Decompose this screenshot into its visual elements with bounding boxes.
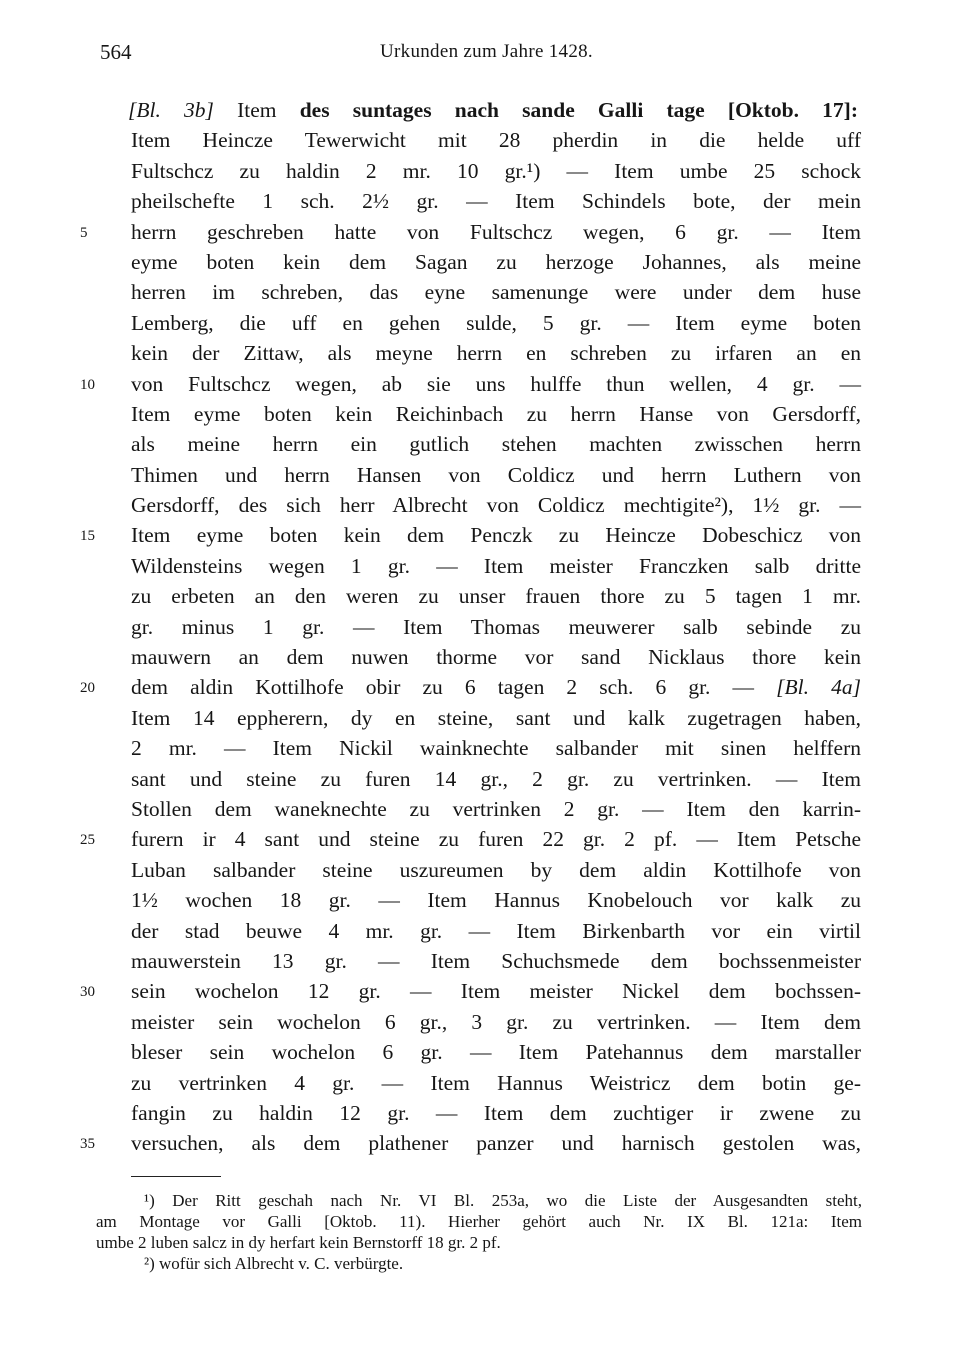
text-line xyxy=(0,1098,960,1128)
text-line xyxy=(0,369,960,399)
footnote-divider xyxy=(131,1176,221,1177)
line-text: versuchen, als dem plathener panzer und harnisch gestolen was, xyxy=(131,1131,861,1156)
line-text: gr. minus 1 gr. — Item Thomas meuwerer salb sebinde zu xyxy=(131,614,861,639)
line-text: fangin zu haldin 12 gr. — Item dem zuchtiger ir zwene zu xyxy=(131,1100,861,1125)
text-line xyxy=(0,399,960,429)
text-line xyxy=(0,429,960,459)
text-line xyxy=(0,1128,960,1158)
line-number: 35 xyxy=(80,1136,95,1153)
line-text: 2 mr. — Item Nickil wainknechte salbander mit sinen helffern xyxy=(131,736,861,761)
text-line xyxy=(0,1007,960,1037)
text-line xyxy=(0,733,960,763)
footnote-line: ¹) Der Ritt geschah nach Nr. VI Bl. 253a, wo die Liste der Ausgesandten steht, xyxy=(144,1191,862,1210)
text-line xyxy=(0,885,960,915)
text-line xyxy=(0,277,960,307)
line-text: dem aldin Kottilhofe obir zu 6 tagen 2 sch. 6 gr. — [Bl. 4a] xyxy=(131,675,861,700)
line-text: Wildensteins wegen 1 gr. — Item meister Franczken salb dritte xyxy=(131,553,861,578)
line-text: herrn geschreben hatte von Fultschcz wegen, 6 gr. — Item xyxy=(131,219,861,244)
folio-reference: [Bl. 4a] xyxy=(754,675,861,700)
line-number: 5 xyxy=(80,224,88,241)
text-line xyxy=(0,520,960,550)
line-text: von Fultschcz wegen, ab sie uns hulffe thun wellen, 4 gr. — xyxy=(131,371,861,396)
text-line xyxy=(0,490,960,520)
text-line xyxy=(0,976,960,1006)
text-line xyxy=(0,581,960,611)
section-heading: des suntages nach sande Galli tage [Oktob. 17]: xyxy=(299,98,858,122)
line-text xyxy=(128,95,858,125)
line-text: 1½ wochen 18 gr. — Item Hannus Knobelouch vor kalk zu xyxy=(131,888,861,913)
text-line xyxy=(0,1068,960,1098)
line-text: zu erbeten an den weren zu unser frauen thore zu 5 tagen 1 mr. xyxy=(131,584,861,609)
line-text: sant und steine zu furen 14 gr., 2 gr. zu vertrinken. — Item xyxy=(131,766,861,791)
line-text: Stollen dem waneknechte zu vertrinken 2 gr. — Item den karrin- xyxy=(131,796,861,821)
text-line xyxy=(0,95,960,125)
page-number: 564 xyxy=(100,40,132,64)
text-line xyxy=(0,672,960,702)
running-title: Urkunden zum Jahre 1428. xyxy=(380,41,593,62)
text-line xyxy=(0,855,960,885)
line-text: zu vertrinken 4 gr. — Item Hannus Weistricz dem botin ge- xyxy=(131,1070,861,1095)
text-line xyxy=(0,612,960,642)
line-text: furern ir 4 sant und steine zu furen 22 gr. 2 pf. — Item Petsche xyxy=(131,827,861,852)
footnote-line: umbe 2 luben salcz in dy herfart kein Bernstorff 18 gr. 2 pf. xyxy=(96,1233,501,1252)
line-text: Item eyme boten kein Reichinbach zu herrn Hanse von Gersdorff, xyxy=(131,401,861,426)
text-line xyxy=(0,946,960,976)
line-text: Lemberg, die uff en gehen sulde, 5 gr. — Item eyme boten xyxy=(131,310,861,335)
footnote-line: ²) wofür sich Albrecht v. C. verbürgte. xyxy=(144,1254,404,1273)
line-text: eyme boten kein dem Sagan zu herzoge Johannes, als meine xyxy=(131,249,861,274)
line-text: sein wochelon 12 gr. — Item meister Nickel dem bochssen- xyxy=(131,979,861,1004)
line-lead: Item xyxy=(237,98,277,122)
line-text: Item Heincze Tewerwicht mit 28 pherdin in die helde uff xyxy=(131,128,861,153)
text-line xyxy=(0,703,960,733)
line-number: 20 xyxy=(80,680,95,697)
line-text: Fultschcz zu haldin 2 mr. 10 gr.¹) — Item umbe 25 schock xyxy=(131,158,861,183)
line-text: Thimen und herrn Hansen von Coldicz und herrn Luthern von xyxy=(131,462,861,487)
text-line xyxy=(0,642,960,672)
text-line xyxy=(0,794,960,824)
text-line xyxy=(0,916,960,946)
line-text: Item 14 eppherern, dy en steine, sant und kalk zugetragen haben, xyxy=(131,705,861,730)
line-text: bleser sein wochelon 6 gr. — Item Patehannus dem marstaller xyxy=(131,1040,861,1065)
footnotes xyxy=(96,1190,862,1274)
page-header xyxy=(100,40,860,70)
body-text xyxy=(0,95,960,1159)
folio-reference: [Bl. 3b] xyxy=(128,98,214,122)
text-line xyxy=(0,460,960,490)
line-number: 10 xyxy=(80,376,95,393)
text-line xyxy=(0,1037,960,1067)
line-text: Item eyme boten kein dem Penczk zu Heincze Dobeschicz von xyxy=(131,523,861,548)
line-text: mauwern an dem nuwen thorme vor sand Nicklaus thore kein xyxy=(131,645,861,670)
line-text: Luban salbander steine uszureumen by dem aldin Kottilhofe von xyxy=(131,857,861,882)
line-text: meister sein wochelon 6 gr., 3 gr. zu vertrinken. — Item dem xyxy=(131,1009,861,1034)
text-line xyxy=(0,186,960,216)
line-text: herren im schreben, das eyne samenunge were under dem huse xyxy=(131,280,861,305)
line-number: 30 xyxy=(80,984,95,1001)
line-text: pheilschefte 1 sch. 2½ gr. — Item Schindels bote, der mein xyxy=(131,189,861,214)
line-number: 25 xyxy=(80,832,95,849)
line-number: 15 xyxy=(80,528,95,545)
line-text: der stad beuwe 4 mr. gr. — Item Birkenbarth vor ein virtil xyxy=(131,918,861,943)
text-line xyxy=(0,308,960,338)
text-line xyxy=(0,156,960,186)
line-text: mauwerstein 13 gr. — Item Schuchsmede dem bochssenmeister xyxy=(131,948,861,973)
text-line xyxy=(0,125,960,155)
text-line xyxy=(0,764,960,794)
footnote-line: am Montage vor Galli [Oktob. 11). Hierher gehört auch Nr. IX Bl. 121a: Item xyxy=(96,1212,862,1231)
text-line xyxy=(0,338,960,368)
text-line xyxy=(0,824,960,854)
text-line xyxy=(0,551,960,581)
line-text: Gersdorff, des sich herr Albrecht von Coldicz mechtigite²), 1½ gr. — xyxy=(131,493,861,518)
text-line xyxy=(0,217,960,247)
line-text: als meine herrn ein gutlich stehen machten zwisschen herrn xyxy=(131,432,861,457)
text-line xyxy=(0,247,960,277)
line-text: kein der Zittaw, als meyne herrn en schreben zu irfaren an en xyxy=(131,341,861,366)
